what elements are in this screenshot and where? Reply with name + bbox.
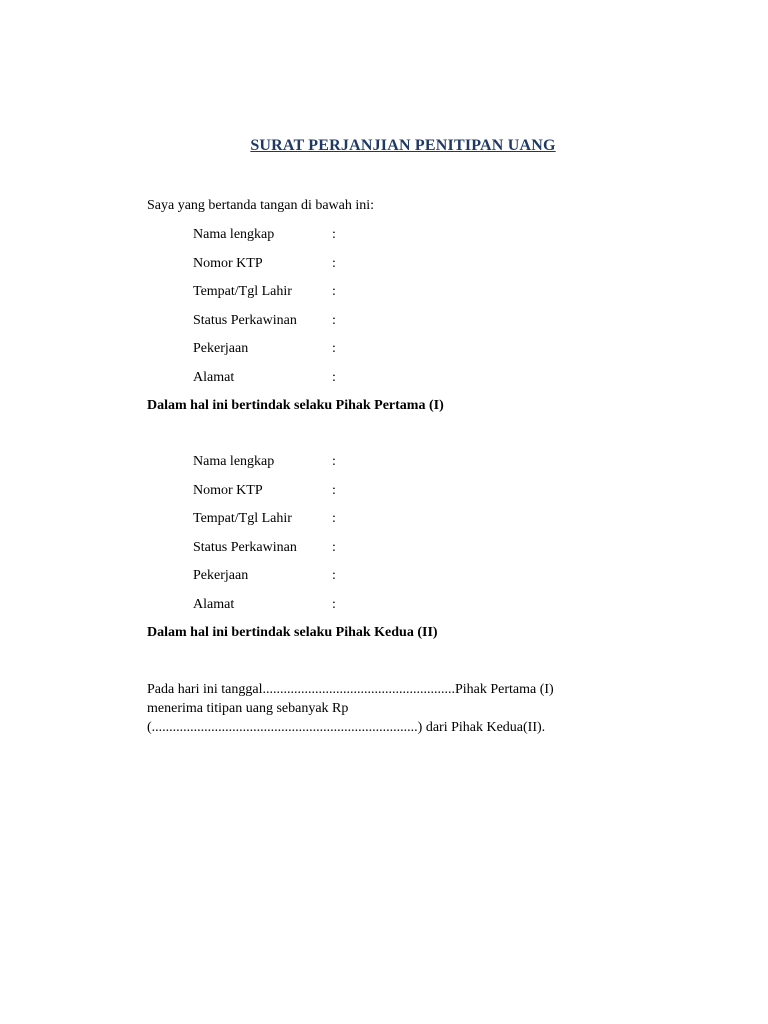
- paragraph-line: menerima titipan uang sebanyak Rp: [147, 701, 349, 716]
- field-label: Status Perkawinan: [193, 539, 297, 555]
- field-colon: :: [332, 539, 336, 555]
- field-colon: :: [332, 454, 336, 469]
- field-label: Tempat/Tgl Lahir: [193, 284, 292, 299]
- field-label: Alamat: [193, 596, 235, 612]
- field-label: Status Perkawinan: [193, 312, 297, 328]
- field-label: Tempat/Tgl Lahir: [193, 511, 292, 526]
- field-colon: :: [332, 341, 336, 356]
- intro-text: Saya yang bertanda tangan di bawah ini:: [147, 198, 375, 213]
- paragraph-line: (............................................................................) dari Pihak Kedua(II).: [147, 720, 546, 735]
- field-colon: :: [332, 312, 336, 328]
- party2-note: Dalam hal ini bertindak selaku Pihak Kedua (II): [147, 625, 438, 640]
- party1-note: Dalam hal ini bertindak selaku Pihak Pertama (I): [147, 398, 444, 413]
- field-colon: :: [332, 511, 336, 526]
- field-label: Alamat: [193, 369, 235, 385]
- field-colon: :: [332, 284, 336, 299]
- paragraph-line: Pada hari ini tanggal.......................................................Pihak Pertama (I): [147, 682, 554, 697]
- field-label: Pekerjaan: [193, 568, 249, 583]
- field-colon: :: [332, 255, 336, 271]
- field-colon: :: [332, 596, 336, 612]
- field-label: Pekerjaan: [193, 341, 249, 356]
- field-colon: :: [332, 568, 336, 583]
- field-colon: :: [332, 369, 336, 385]
- field-colon: :: [332, 227, 336, 242]
- field-colon: :: [332, 482, 336, 498]
- field-label: Nomor KTP: [193, 482, 263, 498]
- field-label: Nama lengkap: [193, 227, 275, 242]
- field-label: Nomor KTP: [193, 255, 263, 271]
- document-title: SURAT PERJANJIAN PENITIPAN UANG: [250, 137, 556, 154]
- field-label: Nama lengkap: [193, 454, 275, 469]
- agreement-paragraph: [147, 680, 607, 737]
